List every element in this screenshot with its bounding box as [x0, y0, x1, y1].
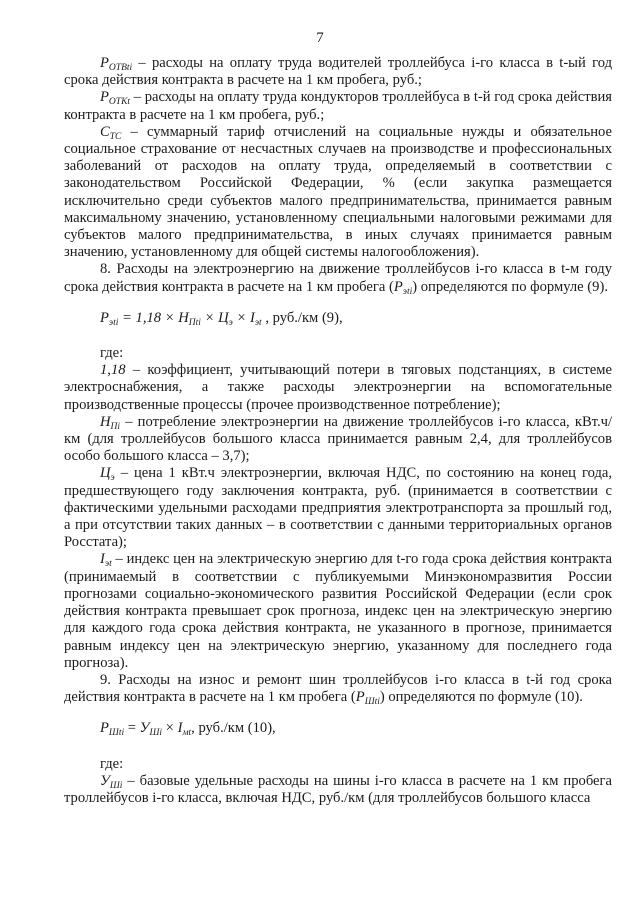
def-ush: $У_{Шi}$ – базовые удельные расходы на шины i-го класса в расчете на 1 км пробега троллейбусов i-го класса, включая НДС, руб./км (для троллейбусов большого класса	[64, 772, 612, 806]
paragraph-8: 8. Расходы на электроэнергию на движение троллейбусов i-го класса в t-м году срока действия контракта в расчете на 1 км пробега $(P_{эti})$ определяются по формуле (9).	[64, 261, 612, 297]
def-price: $Ц_э$ – цена 1 кВт.ч электроэнергии, включая НДС, по состоянию на конец года, предшествующего году заключения контракта, руб. (принимается в соответствии с фактическими удельными расходами предприятия электротранспорта за прошлый год, а при отсутствии таких данных – в соответствии с данными территориальных органов Росстата);	[64, 465, 612, 551]
paragraph-9: 9. Расходы на износ и ремонт шин троллейбусов i-го класса в t-й год срока действия контракта в расчете на 1 км пробега $(P_{Шti})$ определяются по формуле (10).	[64, 671, 612, 708]
where-label-1: где:	[100, 345, 124, 362]
page-number: 7	[316, 30, 324, 46]
def-np: $Н_{Пi}$ – потребление электроэнергии на движение троллейбусов i-го класса, кВт.ч/км (для троллейбусов большого класса принимается равным 2,4, для троллейбусов особо большого класса – 3,7);	[64, 413, 612, 465]
where-label-2: где:	[100, 755, 124, 772]
def-index: $I_{эt}$ – индекс цен на электрическую энергию для t-го года срока действия контракта (принимаемый в соответствии с публикуемыми Минэкономразвития России прогнозами социально-экономического развития Российской Федерации (если срок действия контракта превышает срок прогноза, индекс цен на электрическую энергию для каждого года срока действия контракта, не указанного в прогнозе, принимается равным индексу цен на электрическую энергию, указанному для последнего года прогноза).	[64, 551, 612, 671]
formula-9: $P_{эti} = 1,18 \times Н_{Пti} \times Ц_э \times I_{эt}$ , руб./км (9),	[100, 309, 343, 328]
def-ctc: $C_{TC}$ – суммарный тариф отчислений на социальные нужды и обязательное социальное страхование от несчастных случаев на производстве и профессиональных заболеваний от расходов на оплату труда, определяемый в соответствии с законодательством Российской Федерации, % (если закупка размещается исключительно среди субъектов малого предпринимательства, принимается равным максимальному значению, установленному специальными налоговыми режимами для субъектов малого предпринимательства, в иных случаях принимается равным значению, установленному для общей системы налогообложения).	[64, 123, 612, 261]
def-coefficient: 1,18 – коэффициент, учитывающий потери в тяговых подстанциях, в системе электроснабжения, а также расходы электроэнергии на вспомогательные производственные процессы (прочее производственное потребление);	[64, 362, 612, 413]
def-rotk: $P_{ОТКt}$ – расходы на оплату труда кондукторов троллейбуса в t-й год срока действия контракта в расчете на 1 км пробега, руб.;	[64, 89, 612, 123]
def-rotv: $P_{ОТВti}$ – расходы на оплату труда водителей троллейбуса i-го класса в t-ый год срока действия контракта в расчете на 1 км пробега, руб.;	[64, 55, 612, 89]
formula-10: $P_{Шti} = У_{Шi} \times I_{мt}$, руб./км (10),	[100, 720, 276, 739]
document-body	[64, 55, 612, 807]
